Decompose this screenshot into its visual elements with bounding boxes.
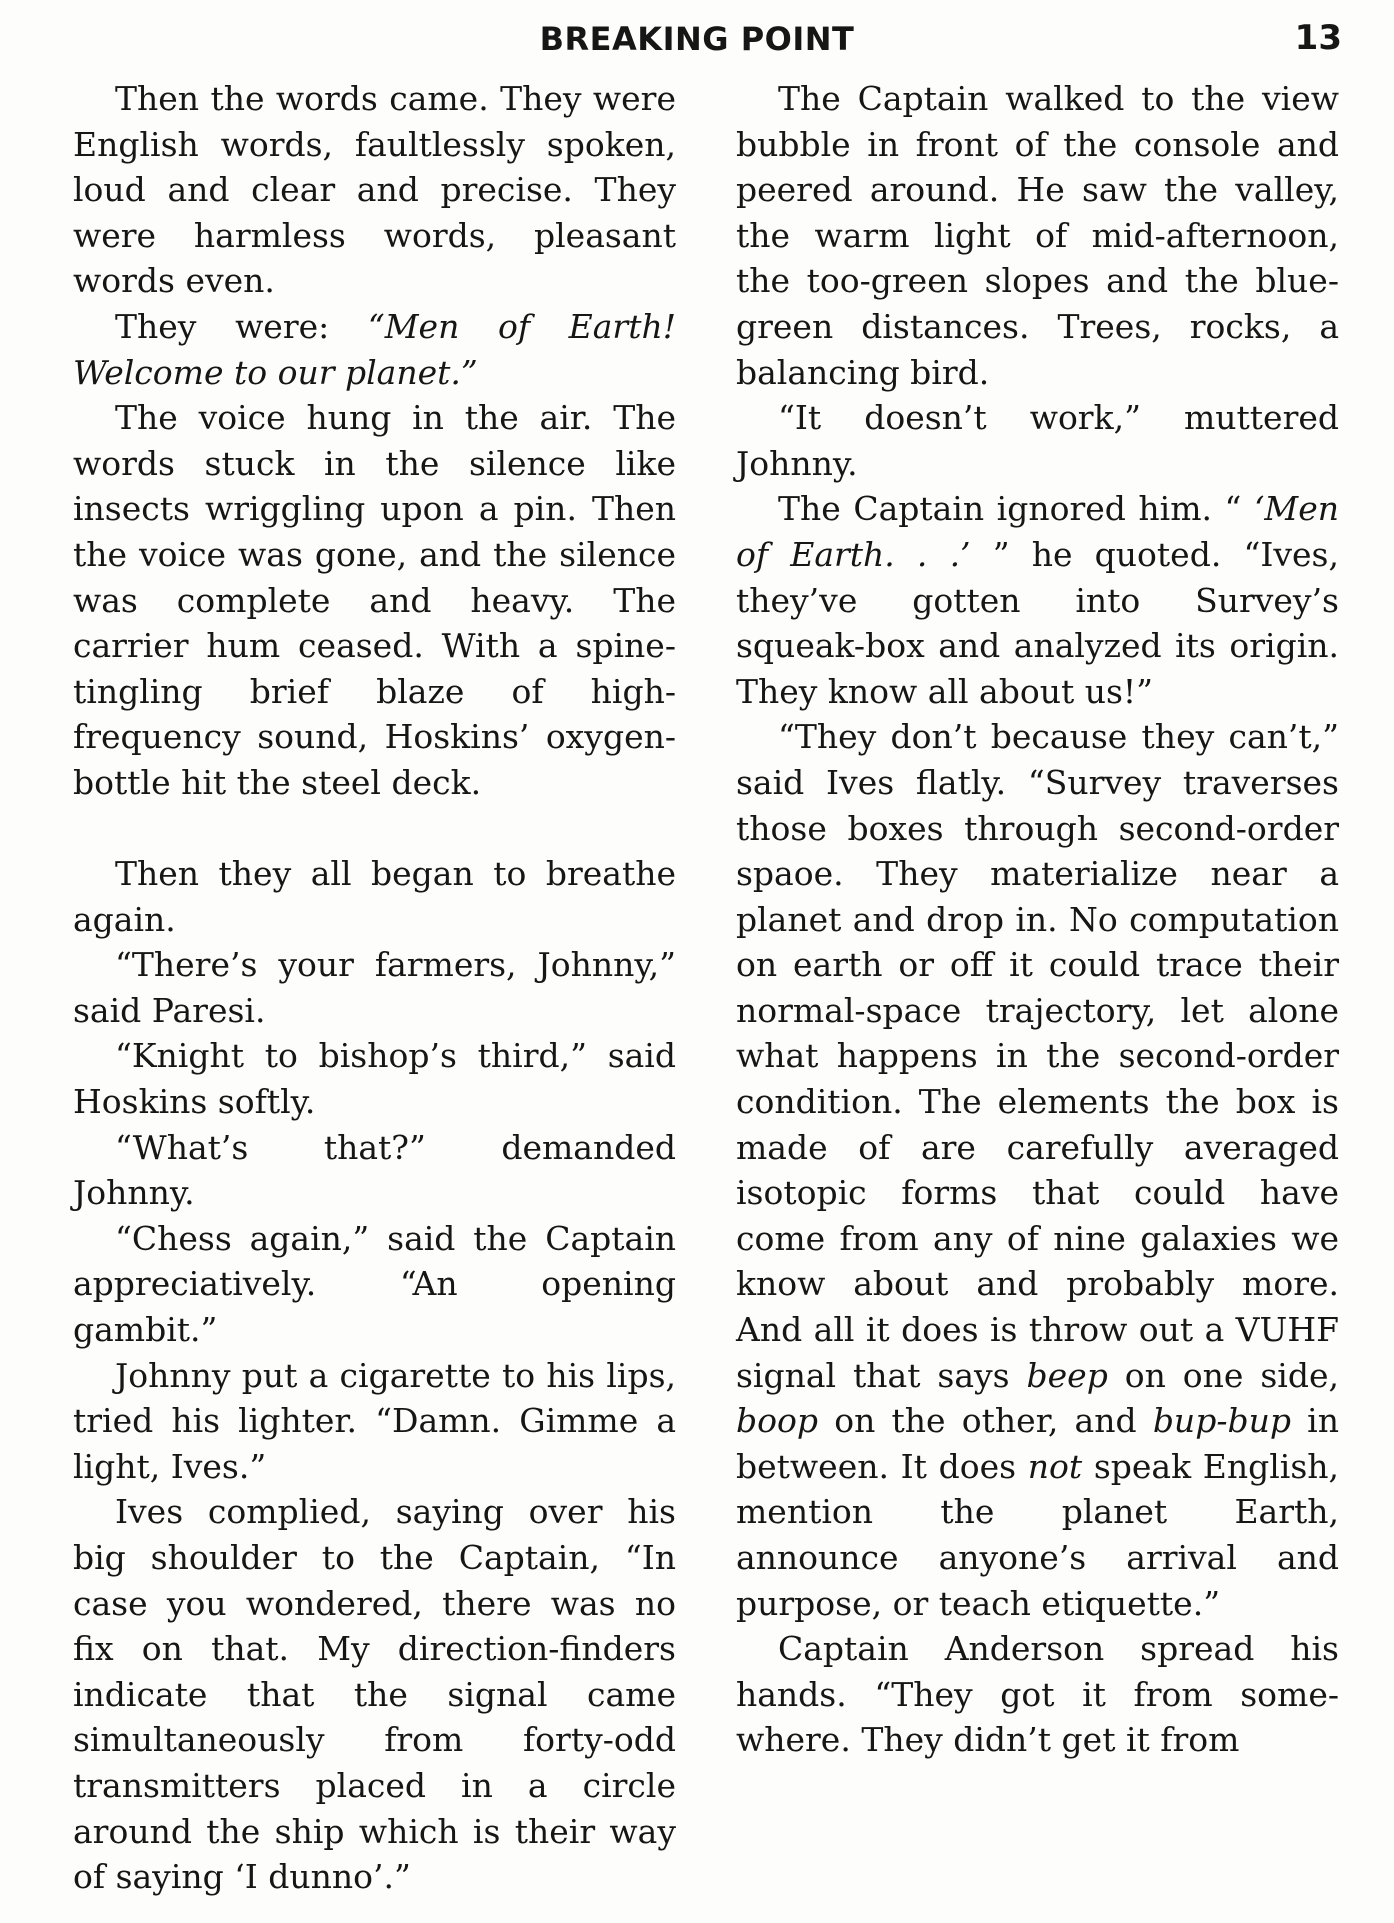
paragraph: The Captain walked to the view bubble in front of the console and peered around. He saw the valley, the warm light of mid-afternoon, the too-green slopes and the blue-green distances. Trees, rocks, a balancing bird. — [736, 79, 1339, 392]
paragraph: “They don’t because they can’t,” said Ives flatly. “Survey traverses those boxes through second-order spaoe. They materialize near a planet and drop in. No computation on earth or off it could trace their normal-space trajectory, let alone what happens in the second-order condition. The elements the box is made of are carefully averaged isotopic forms that could have come from any of nine galaxies we know about and probably more. And all it does is throw out a VUHF signal that says beep on one side, boop on the other, and bup-bup in between. It does not speak English, mention the planet Earth, announce anyone’s arrival and purpose, or teach etiquette.” — [736, 717, 1340, 1623]
right-column — [736, 76, 1339, 1763]
paragraph: “Chess again,” said the Captain appreciatively. “An opening gambit.” — [73, 1218, 676, 1350]
paragraph: Johnny put a cigarette to his lips, tried his lighter. “Damn. Gimme a light, Ives.” — [73, 1355, 676, 1486]
paragraph: Then the words came. They were English words, faultlessly spoken, loud and clear and precise. They were harmless words, pleasant words even. — [73, 79, 676, 301]
paragraph: Captain Anderson spread his hands. “They got it from somewhere. They didn’t get it from — [736, 1629, 1339, 1760]
paragraph: “What’s that?” demanded Johnny. — [73, 1127, 676, 1213]
page-number: 13 — [1294, 18, 1342, 58]
paragraph: They were: “Men of Earth! Welcome to our planet.” — [73, 306, 676, 392]
italic-text: “Men of Earth! Welcome to our planet.” — [73, 306, 676, 392]
italic-text: bup-bup — [1152, 1401, 1291, 1441]
paragraph: “There’s your farmers, Johnny,” said Paresi. — [73, 945, 676, 1030]
paragraph: The Captain ignored him. “ ‘Men of Earth. . .’ ” he quoted. “Ives, they’ve gotten into Survey’s squeak-box and analyzed its origin. They know all about us!” — [736, 489, 1339, 711]
left-column — [73, 76, 676, 1900]
paragraph: “Knight to bishop’s third,” said Hoskins softly. — [73, 1036, 676, 1122]
italic-text: boop — [736, 1401, 818, 1441]
page-header — [0, 14, 1394, 64]
paragraph: The voice hung in the air. The words stuck in the silence like insects wriggling upon a pin. Then the voice was gone, and the silence was complete and heavy. The carrier hum ceased. With a spine-tingling brief blaze of high-frequency sound, Hoskins’ oxygen-bottle hit the steel deck. — [73, 398, 676, 802]
italic-text: ‘Men of Earth. . .’ — [736, 489, 1339, 574]
italic-text: beep — [1026, 1355, 1108, 1395]
running-title: BREAKING POINT — [539, 20, 855, 58]
paragraph: “It doesn’t work,” muttered Johnny. — [736, 398, 1339, 483]
paragraph: Ives complied, saying over his big shoulder to the Captain, “In case you wondered, there was no fix on that. My direction-finders indicate that the signal came simultaneously from forty-odd transmitters placed in a circle around the ship which is their way of saying ‘I dunno’.” — [73, 1492, 676, 1897]
italic-text: not — [1027, 1446, 1083, 1486]
paragraph: Then they all began to breathe again. — [73, 854, 676, 939]
